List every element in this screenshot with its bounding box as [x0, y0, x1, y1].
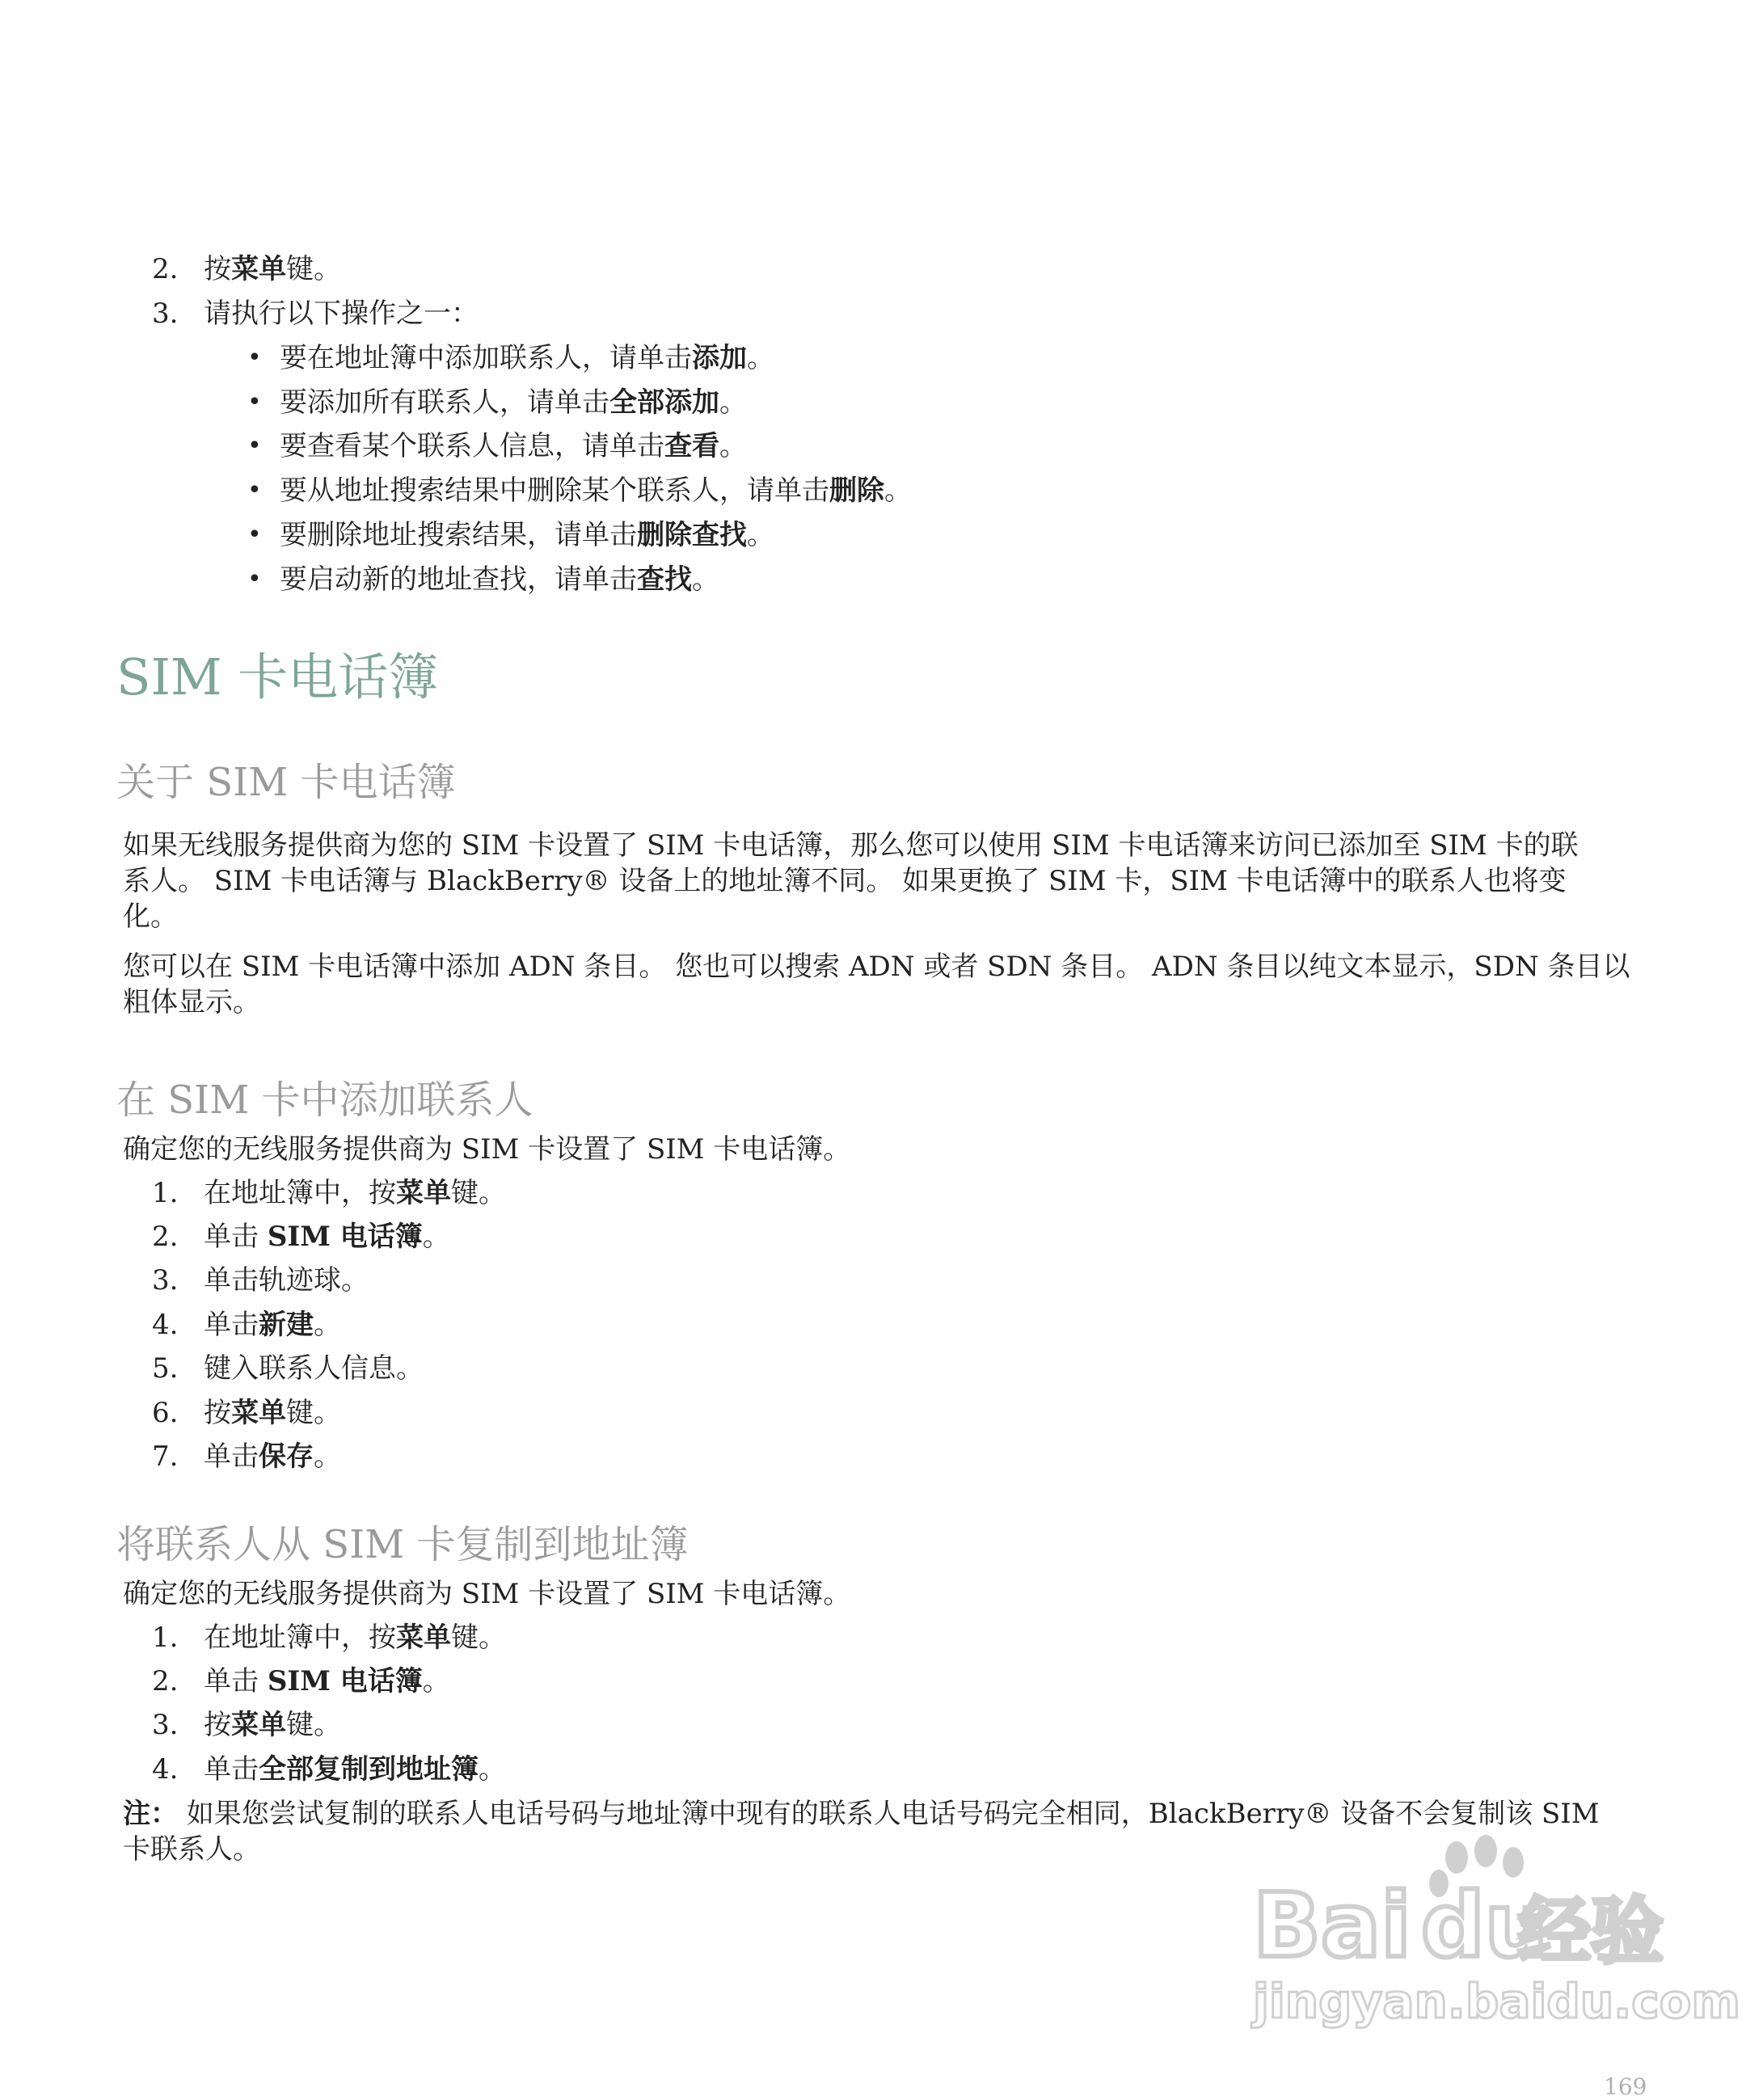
svg-text:du: du [1421, 1874, 1549, 1977]
subsection-heading: 关于 SIM 卡电话簿 [116, 760, 456, 805]
ui-term: 保存 [259, 1440, 314, 1473]
document-page: 2. 按菜单键。 3. 请执行以下操作之一： • 要在地址簿中添加联系人，请单击添加。 • 要添加所有联系人，请单击全部添加。 • 要查看某个联系人信息，请单击查看。 • 要从地址搜索结果中删除某个联系人，请单击删除。 • 要删除地址搜索结果，请单击删除查找。 • 要启动新的地址查找，请单击查找。 SIM 卡电话簿 关于 SIM 卡电话簿 如果无线服务提供商为您的 SIM 卡设置了 SIM 卡电话簿，那么您可以使用 SIM 卡电话簿来访问已添加至 SIM 卡的联 系人。 SIM 卡电话簿与 BlackBerry® 设备上的地址簿不同。 如果更换了 SIM 卡，SIM 卡电话簿中的联系人也将变 化。 您可以在 SIM 卡电话簿中添加 ADN 条目。 您也可以搜索 ADN 或者 SDN 条目。 ADN 条目以纯文本显示，SDN 条目以 粗体显示。 在 SIM 卡中添加联系人 确定您的无线服务提供商为 SIM 卡设置了 SIM 卡电话簿。 1. 在地址簿中，按菜单键。 2. 单击 SIM 电话簿。 3. 单击轨迹球。 4. 单击新建。 5. 键入联系人信息。 6. 按菜单键。 7. 单击保存。 将联系人从 SIM 卡复制到地址簿 确定您的无线服务提供商为 SIM 卡设置了 SIM 卡电话簿。 1. 在地址簿中，按菜单键。 2. 单击 SIM 电话簿。 3. 按菜单键。 4. 单击全部复制到地址簿。 注： 如果您尝试复制的联系人电话号码与地址簿中现有的联系人电话号码完全相同，BlackBerry® 设备不会复制该 SIM 卡联系人。 Bai du 经验 jingyan.baidu.com 169 [116, 253, 1740, 2100]
svg-text:Bai: Bai [1253, 1874, 1411, 1977]
list-number: 3. [152, 297, 179, 330]
bullet-icon: • [247, 432, 262, 460]
ui-term: 菜单 [231, 253, 286, 285]
ui-term: 查找 [637, 563, 692, 596]
note: 注： 如果您尝试复制的联系人电话号码与地址簿中现有的联系人电话号码完全相同，BlackBerry® 设备不会复制该 SIM 卡联系人。 [123, 1798, 1600, 1866]
list-number: 2. [152, 253, 179, 285]
ui-term: 全部添加 [609, 386, 719, 419]
ui-term: SIM 电话簿 [267, 1665, 423, 1697]
ui-term: 菜单 [231, 1709, 286, 1741]
ui-term: 添加 [692, 342, 747, 374]
page-number: 169 [1604, 2073, 1647, 2100]
svg-text:jingyan.baidu.com: jingyan.baidu.com [1253, 1974, 1740, 2029]
subsection-heading: 在 SIM 卡中添加联系人 [116, 1077, 534, 1123]
ui-term: 菜单 [231, 1397, 286, 1429]
bullet-icon: • [247, 521, 262, 549]
section-title: SIM 卡电话簿 [116, 647, 439, 706]
bullet-icon: • [247, 476, 262, 504]
ui-term: 删除查找 [637, 519, 747, 551]
ui-term: 全部复制到地址簿 [259, 1753, 479, 1786]
ui-term: 查看 [664, 430, 719, 462]
ui-term: 菜单 [396, 1177, 451, 1209]
bullet-icon: • [247, 344, 262, 372]
ui-term: 菜单 [396, 1621, 451, 1654]
baidu-watermark-logo [1245, 1827, 1740, 2037]
bullet-icon: • [247, 565, 262, 593]
bullet-icon: • [247, 388, 262, 416]
paragraph: 您可以在 SIM 卡电话簿中添加 ADN 条目。 您也可以搜索 ADN 或者 SDN 条目。 ADN 条目以纯文本显示，SDN 条目以 粗体显示。 [123, 951, 1630, 1018]
note-label: 注： [123, 1798, 178, 1830]
prerequisite: 确定您的无线服务提供商为 SIM 卡设置了 SIM 卡电话簿。 [123, 1578, 851, 1610]
ui-term: 删除 [829, 474, 884, 507]
ui-term: 新建 [259, 1309, 314, 1341]
paragraph: 如果无线服务提供商为您的 SIM 卡设置了 SIM 卡电话簿，那么您可以使用 SIM 卡电话簿来访问已添加至 SIM 卡的联 系人。 SIM 卡电话簿与 BlackBerry® 设备上的地址簿不同。 如果更换了 SIM 卡，SIM 卡电话簿中的联系人也将变 化。 [123, 829, 1579, 933]
ui-term: SIM 电话簿 [267, 1221, 423, 1253]
prerequisite: 确定您的无线服务提供商为 SIM 卡设置了 SIM 卡电话簿。 [123, 1133, 851, 1166]
subsection-heading: 将联系人从 SIM 卡复制到地址簿 [116, 1522, 689, 1567]
svg-text:经验: 经验 [1518, 1889, 1664, 1974]
